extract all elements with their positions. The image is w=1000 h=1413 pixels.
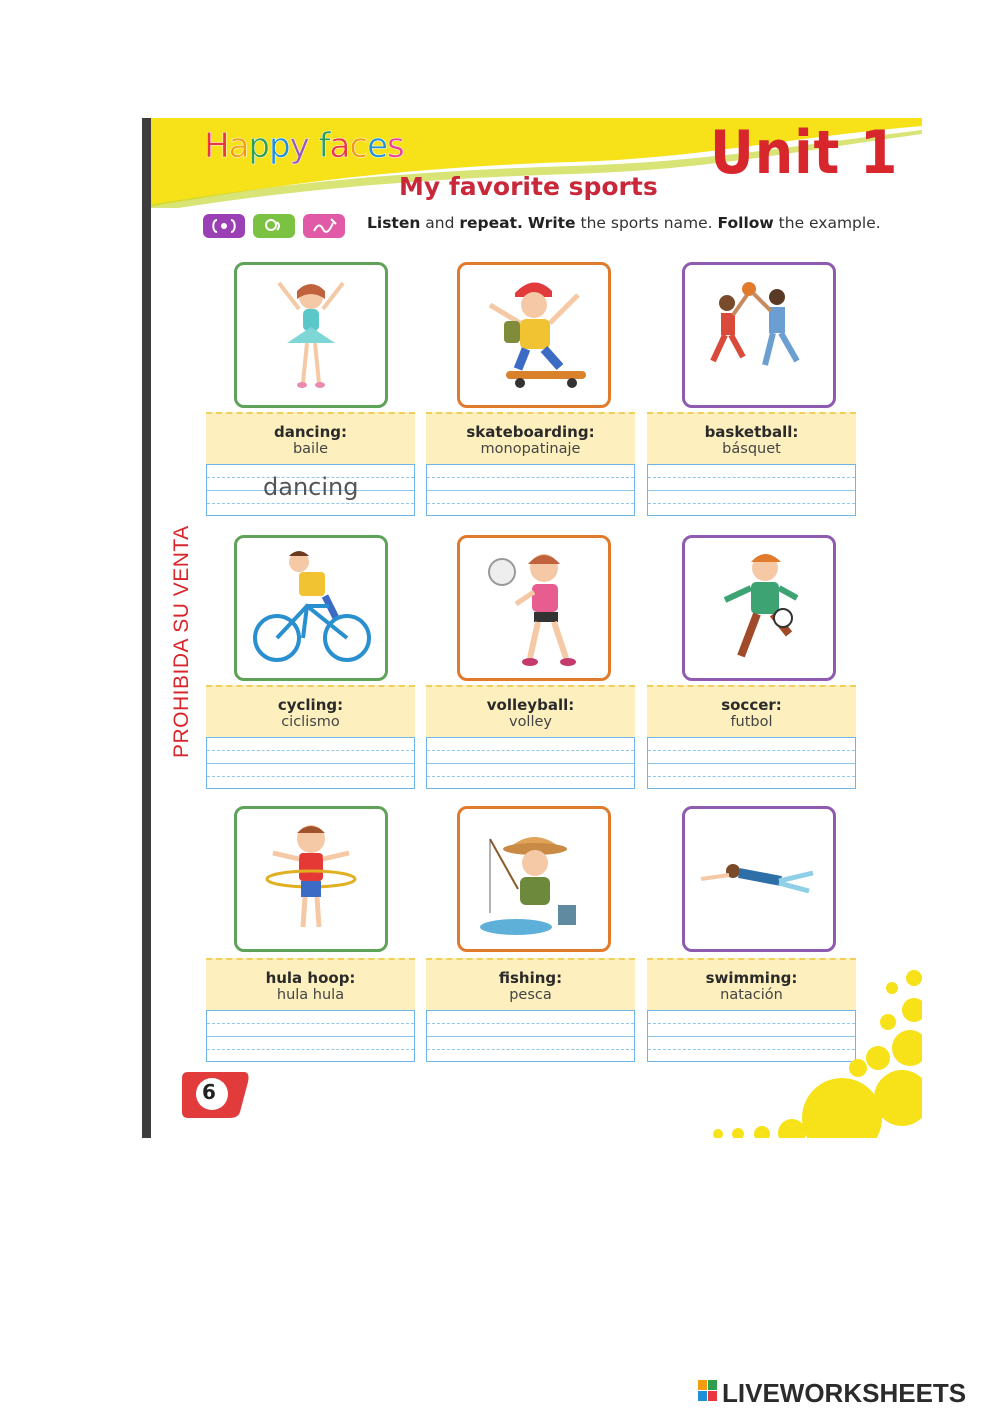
cycling-boy-illustration	[237, 538, 385, 678]
hula-hoop-boy-illustration	[237, 809, 385, 949]
page-number-badge	[180, 1068, 252, 1120]
volleyball-girl-illustration	[460, 538, 608, 678]
sport-translation: volley	[508, 714, 552, 730]
instr-repeat: repeat.	[459, 214, 523, 232]
label-card-fishing	[426, 958, 635, 1064]
sport-translation: baile	[292, 441, 329, 457]
sport-name: dancing:	[274, 423, 347, 441]
page-number: 6	[202, 1080, 216, 1104]
logo-letter: p	[269, 126, 290, 166]
label-card-cycling	[206, 685, 415, 791]
sport-translation: básquet	[722, 441, 781, 457]
worksheet-page	[142, 118, 922, 1138]
logo-letter: p	[248, 126, 270, 166]
listen-icon	[203, 214, 245, 238]
answer-field-hula-hoop[interactable]	[206, 1010, 415, 1062]
answer-field-fishing[interactable]	[426, 1010, 635, 1062]
sport-name: swimming:	[705, 969, 798, 987]
label-card-hula-hoop	[206, 958, 415, 1064]
instr-listen: Listen	[367, 214, 421, 232]
label-card-basketball	[647, 412, 856, 518]
liveworksheets-logo-mark	[698, 1380, 718, 1402]
label-card-volleyball	[426, 685, 635, 791]
instr-write: Write	[527, 214, 576, 232]
unit-label: Unit 1	[710, 118, 899, 188]
soccer-boy-illustration	[685, 538, 833, 678]
answer-field-volleyball[interactable]	[426, 737, 635, 789]
answer-field-soccer[interactable]	[647, 737, 856, 789]
happy-faces-logo	[204, 126, 404, 166]
fishing-boy-illustration	[460, 809, 608, 949]
sport-name: skateboarding:	[466, 423, 595, 441]
logo-letter: e	[367, 126, 387, 166]
sport-name: basketball:	[704, 423, 799, 441]
answer-field-basketball[interactable]	[647, 464, 856, 516]
sport-translation: monopatinaje	[480, 441, 581, 457]
instr-text-3: the sports name.	[575, 214, 718, 232]
sport-translation: ciclismo	[281, 714, 340, 730]
sport-translation: natación	[720, 987, 783, 1003]
instr-text-1: and	[420, 214, 460, 232]
dancing-girl-illustration	[237, 265, 385, 405]
picture-cycling	[234, 535, 388, 681]
picture-hula-hoop	[234, 806, 388, 952]
picture-soccer	[682, 535, 836, 681]
logo-letter: c	[349, 126, 368, 166]
write-icon	[303, 214, 345, 238]
liveworksheets-brand: LIVEWORKSHEETS	[722, 1378, 967, 1408]
sport-translation: pesca	[509, 987, 552, 1003]
page-title: My favorite sports	[399, 172, 658, 201]
answer-text: dancing	[263, 473, 359, 501]
picture-dancing	[234, 262, 388, 408]
side-notice: PROHIBIDA SU VENTA	[170, 525, 193, 758]
logo-letter: H	[204, 126, 229, 166]
picture-skateboarding	[457, 262, 611, 408]
label-card-soccer	[647, 685, 856, 791]
logo-letter: y	[289, 126, 309, 166]
activity-icons	[203, 214, 345, 238]
logo-letter	[309, 126, 319, 166]
sport-translation: futbol	[730, 714, 773, 730]
picture-basketball	[682, 262, 836, 408]
speak-icon	[253, 214, 295, 238]
answer-field-dancing[interactable]	[206, 464, 415, 516]
instr-text-4: the example.	[773, 214, 881, 232]
picture-volleyball	[457, 535, 611, 681]
logo-letter: s	[387, 126, 404, 166]
decorative-bubbles	[682, 918, 922, 1138]
sport-name: hula hoop:	[265, 969, 356, 987]
instructions	[367, 214, 887, 233]
answer-field-skateboarding[interactable]	[426, 464, 635, 516]
logo-letter: f	[318, 126, 330, 166]
logo-letter: a	[329, 126, 350, 166]
sport-name: cycling:	[277, 696, 344, 714]
label-card-skateboarding	[426, 412, 635, 518]
left-border-bar	[142, 118, 151, 1138]
sport-translation: hula hula	[276, 987, 345, 1003]
picture-fishing	[457, 806, 611, 952]
logo-letter: a	[228, 126, 249, 166]
answer-field-cycling[interactable]	[206, 737, 415, 789]
sport-name: volleyball:	[486, 696, 575, 714]
instr-follow: Follow	[717, 214, 774, 232]
label-card-dancing	[206, 412, 415, 518]
basketball-players-illustration	[685, 265, 833, 405]
skateboarding-boy-illustration	[460, 265, 608, 405]
sport-name: soccer:	[721, 696, 782, 714]
sport-name: fishing:	[498, 969, 563, 987]
